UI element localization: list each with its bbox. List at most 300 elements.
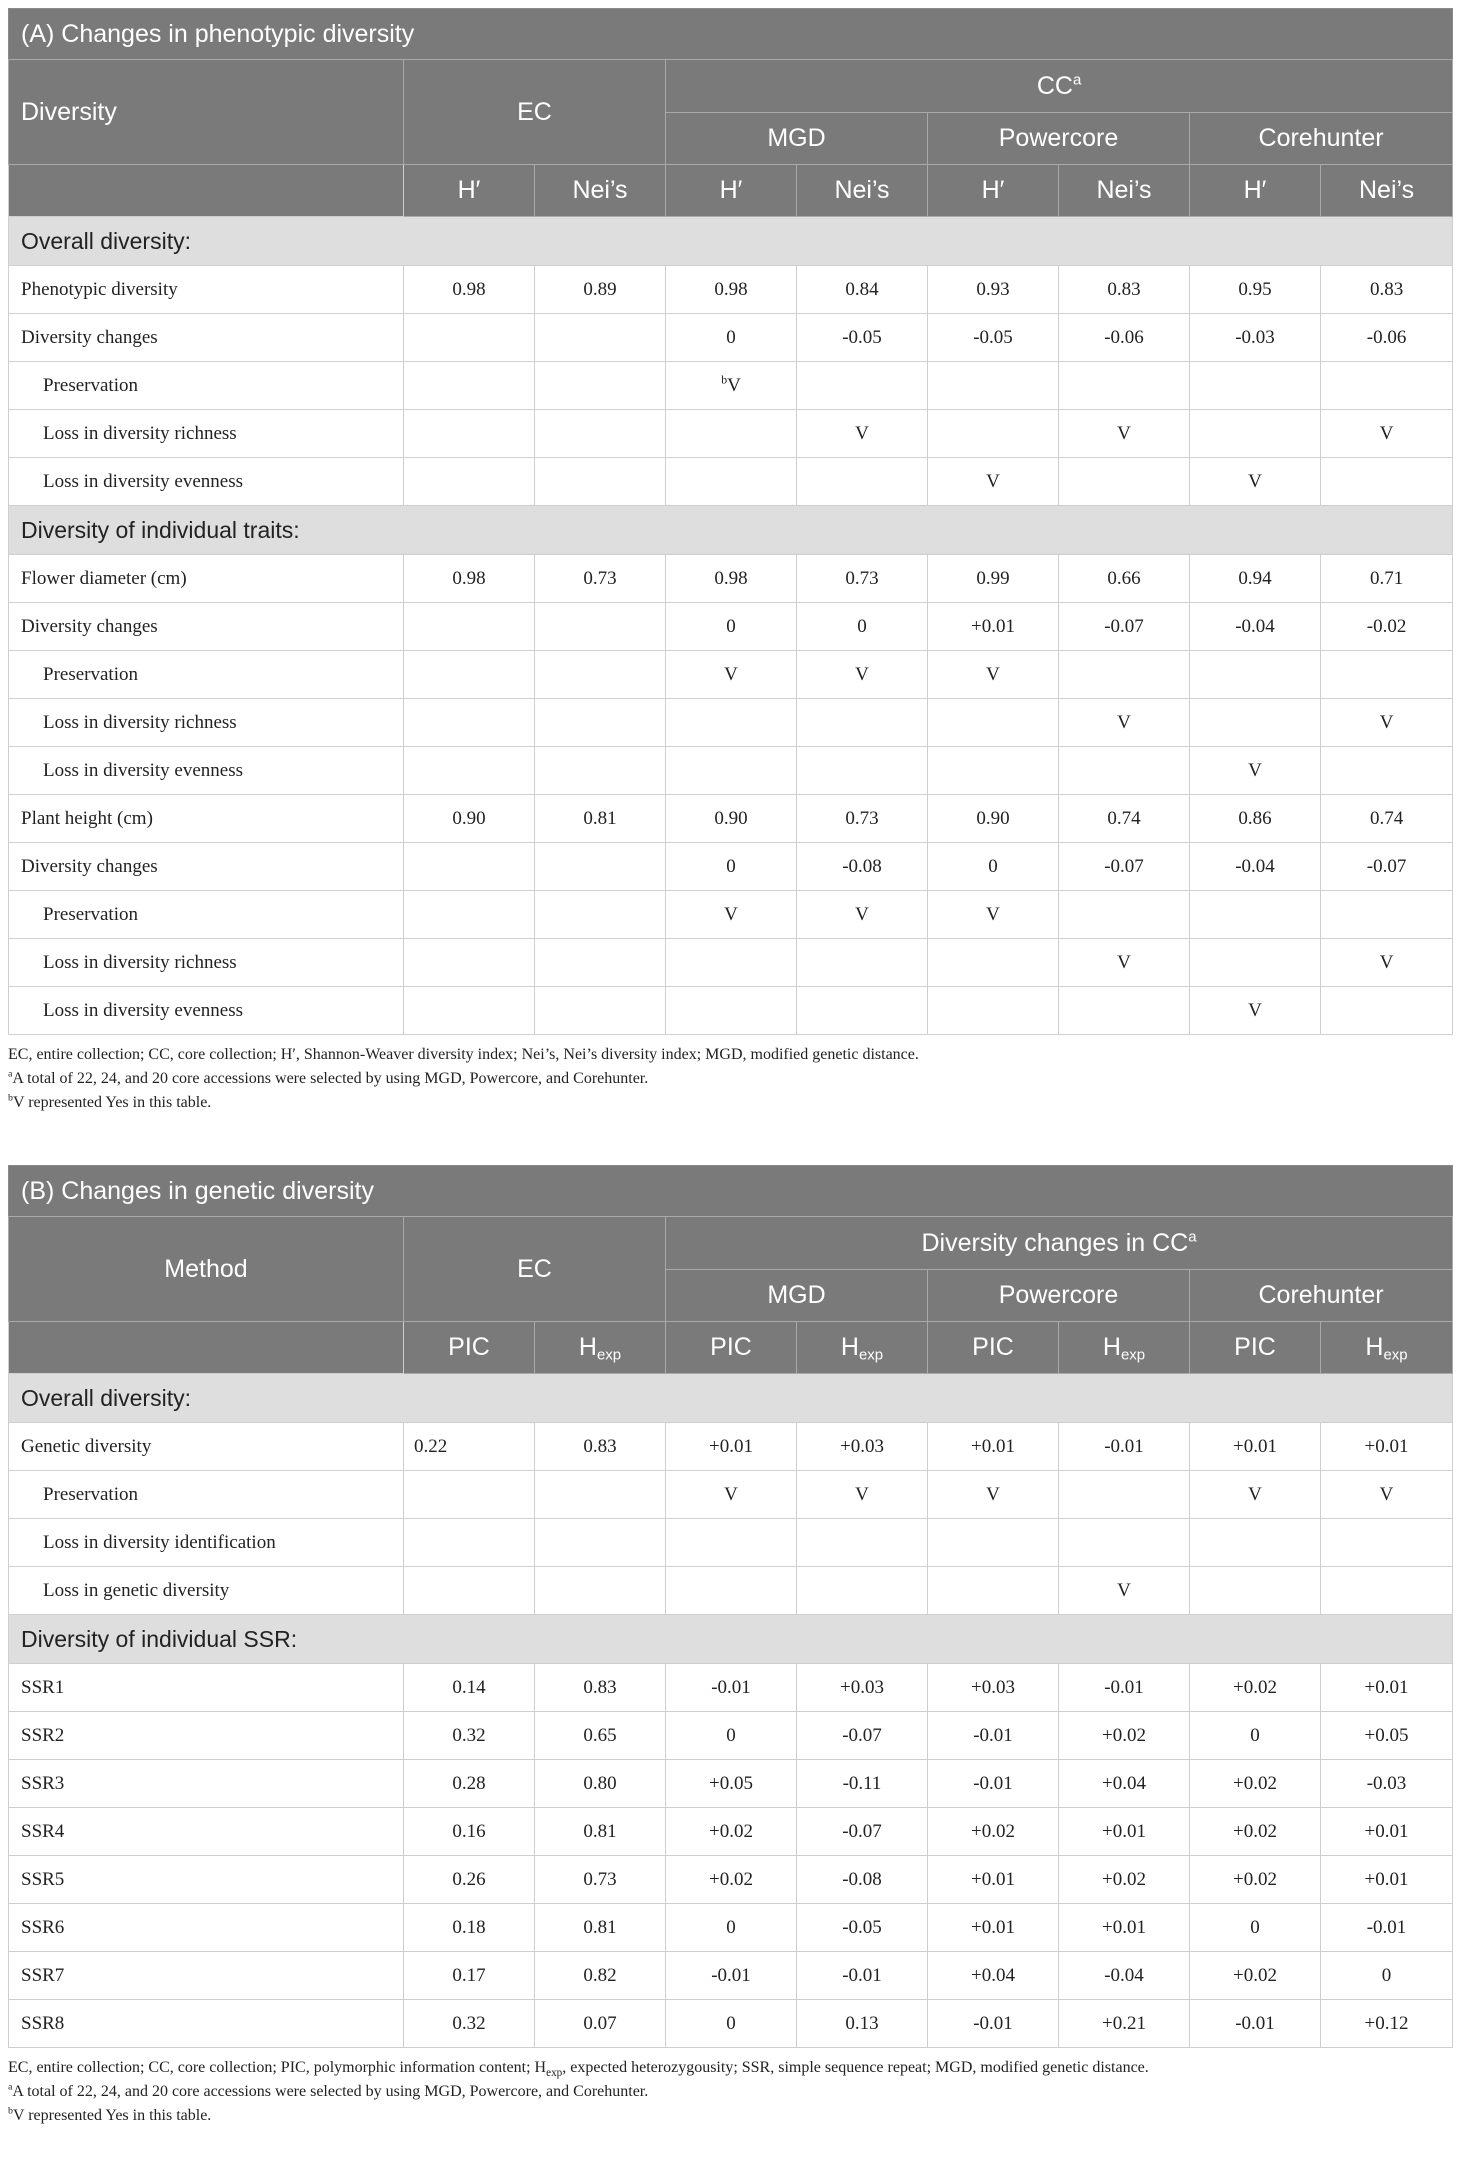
table-title: (A) Changes in phenotypic diversity: [9, 9, 1453, 60]
table-cell: V: [1059, 410, 1190, 458]
table-cell: V: [797, 651, 928, 699]
table-row: [9, 1471, 1453, 1519]
table-genetic-diversity: [8, 1165, 1453, 2048]
table-cell: 0: [666, 603, 797, 651]
sub-header: H′: [1190, 165, 1321, 217]
footnotes-b: [8, 2048, 1452, 2128]
table-cell: [1059, 1519, 1190, 1567]
table-body: [9, 1374, 1453, 2048]
table-cell: -0.07: [797, 1808, 928, 1856]
row-label: Loss in diversity richness: [9, 699, 404, 747]
table-cell: V: [1190, 458, 1321, 506]
table-cell: -0.01: [666, 1664, 797, 1712]
table-cell: 0: [1190, 1904, 1321, 1952]
section-title: Diversity of individual SSR:: [9, 1615, 1453, 1664]
table-cell: +0.01: [1059, 1904, 1190, 1952]
table-cell: -0.08: [797, 1856, 928, 1904]
table-cell: [1190, 1519, 1321, 1567]
table-cell: [666, 458, 797, 506]
table-cell: -0.07: [1059, 843, 1190, 891]
section-header-row: [9, 1374, 1453, 1423]
table-cell: 0.18: [404, 1904, 535, 1952]
table-cell: [404, 603, 535, 651]
table-cell: [1059, 651, 1190, 699]
table-cell: +0.03: [797, 1423, 928, 1471]
table-cell: 0.90: [404, 795, 535, 843]
table-cell: [666, 939, 797, 987]
footnote: $^b$V represented Yes in this table.: [8, 2105, 212, 2124]
row-header: Diversity: [9, 60, 404, 165]
table-cell: $^b$V: [666, 362, 797, 410]
table-cell: 0.90: [666, 795, 797, 843]
method-header-corehunter: Corehunter: [1190, 1270, 1453, 1322]
table-cell: 0.99: [928, 555, 1059, 603]
row-label: SSR4: [9, 1808, 404, 1856]
table-cell: [797, 699, 928, 747]
table-cell: 0.73: [535, 555, 666, 603]
table-cell: [1059, 747, 1190, 795]
table-cell: 0.86: [1190, 795, 1321, 843]
table-phenotypic-diversity: [8, 8, 1453, 1035]
table-row: [9, 410, 1453, 458]
table-row: [9, 1856, 1453, 1904]
sub-header: H′: [666, 165, 797, 217]
table-cell: [535, 891, 666, 939]
table-cell: +0.01: [1059, 1808, 1190, 1856]
sub-header-pic: PIC: [666, 1322, 797, 1374]
table-cell: [1059, 362, 1190, 410]
table-cell: 0: [666, 1904, 797, 1952]
table-cell: 0.32: [404, 2000, 535, 2048]
table-cell: [535, 314, 666, 362]
table-cell: -0.07: [1059, 603, 1190, 651]
table-cell: +0.04: [928, 1952, 1059, 2000]
blank-header-cell: [9, 165, 404, 217]
method-header-mgd: MGD: [666, 1270, 928, 1322]
table-cell: 0.17: [404, 1952, 535, 2000]
table-row: [9, 1567, 1453, 1615]
table-cell: [797, 987, 928, 1035]
table-cell: 0.98: [404, 266, 535, 314]
table-cell: [404, 362, 535, 410]
table-cell: [535, 987, 666, 1035]
ec-header: EC: [404, 60, 666, 165]
table-cell: [928, 1567, 1059, 1615]
row-label: Loss in genetic diversity: [9, 1567, 404, 1615]
table-cell: 0: [1321, 1952, 1453, 2000]
table-cell: [1190, 410, 1321, 458]
table-cell: 0.81: [535, 795, 666, 843]
row-label: Loss in diversity evenness: [9, 987, 404, 1035]
table-cell: V: [797, 1471, 928, 1519]
table-row: [9, 1664, 1453, 1712]
table-cell: 0.13: [797, 2000, 928, 2048]
table-cell: [1059, 1471, 1190, 1519]
table-cell: [404, 458, 535, 506]
sub-header: Nei’s: [1059, 165, 1190, 217]
table-cell: [1190, 939, 1321, 987]
table-cell: [404, 891, 535, 939]
table-cell: [1190, 651, 1321, 699]
table-cell: V: [928, 891, 1059, 939]
row-label: Loss in diversity evenness: [9, 458, 404, 506]
table-cell: [404, 651, 535, 699]
table-cell: +0.02: [1059, 1856, 1190, 1904]
table-cell: [928, 362, 1059, 410]
table-cell: V: [666, 1471, 797, 1519]
sub-header-hexp: $H_{exp}$: [535, 1322, 666, 1374]
table-cell: [1321, 987, 1453, 1035]
table-cell: -0.01: [928, 2000, 1059, 2048]
table-cell: 0.80: [535, 1760, 666, 1808]
table-cell: [404, 939, 535, 987]
sub-header: H′: [928, 165, 1059, 217]
table-cell: +0.03: [928, 1664, 1059, 1712]
table-cell: 0.07: [535, 2000, 666, 2048]
sub-header: Nei’s: [797, 165, 928, 217]
table-cell: -0.07: [1321, 843, 1453, 891]
table-cell: +0.01: [1321, 1808, 1453, 1856]
table-cell: [404, 1567, 535, 1615]
table-cell: V: [1059, 699, 1190, 747]
table-cell: [535, 699, 666, 747]
row-label: Preservation: [9, 362, 404, 410]
table-cell: [404, 747, 535, 795]
sub-header-pic: PIC: [1190, 1322, 1321, 1374]
table-cell: -0.07: [797, 1712, 928, 1760]
table-cell: +0.04: [1059, 1760, 1190, 1808]
table-cell: [535, 651, 666, 699]
table-cell: 0.83: [535, 1423, 666, 1471]
section-header-row: [9, 217, 1453, 266]
table-cell: [535, 410, 666, 458]
row-label: Loss in diversity richness: [9, 410, 404, 458]
table-cell: +0.01: [928, 603, 1059, 651]
sub-header-hexp: $H_{exp}$: [1321, 1322, 1453, 1374]
row-label: Loss in diversity identification: [9, 1519, 404, 1567]
table-cell: -0.04: [1059, 1952, 1190, 2000]
table-cell: [535, 362, 666, 410]
row-label: Preservation: [9, 1471, 404, 1519]
table-row: [9, 699, 1453, 747]
row-label: SSR3: [9, 1760, 404, 1808]
row-label: Diversity changes: [9, 843, 404, 891]
table-cell: [1059, 987, 1190, 1035]
table-cell: [1321, 458, 1453, 506]
table-row: [9, 939, 1453, 987]
table-cell: V: [1059, 1567, 1190, 1615]
table-title: (B) Changes in genetic diversity: [9, 1166, 1453, 1217]
footnotes-a: [8, 1035, 1452, 1115]
table-cell: 0: [666, 314, 797, 362]
table-cell: -0.01: [928, 1760, 1059, 1808]
table-cell: [535, 1567, 666, 1615]
table-cell: 0.93: [928, 266, 1059, 314]
row-label: SSR8: [9, 2000, 404, 2048]
section-title: Diversity of individual traits:: [9, 506, 1453, 555]
row-label: SSR7: [9, 1952, 404, 2000]
table-cell: V: [1321, 1471, 1453, 1519]
table-cell: 0.71: [1321, 555, 1453, 603]
table-cell: V: [1190, 1471, 1321, 1519]
table-cell: 0.83: [535, 1664, 666, 1712]
table-cell: -0.08: [797, 843, 928, 891]
table-cell: [535, 843, 666, 891]
row-label: Preservation: [9, 651, 404, 699]
table-cell: [1321, 651, 1453, 699]
table-cell: -0.02: [1321, 603, 1453, 651]
footnote: $^a$A total of 22, 24, and 20 core accessions were selected by using MGD, Powercore, and Corehunter.: [8, 2081, 649, 2100]
table-cell: +0.01: [1321, 1856, 1453, 1904]
table-cell: -0.11: [797, 1760, 928, 1808]
table-cell: -0.04: [1190, 603, 1321, 651]
table-cell: 0.81: [535, 1808, 666, 1856]
footnote: $^b$V represented Yes in this table.: [8, 1092, 212, 1111]
table-cell: +0.05: [1321, 1712, 1453, 1760]
table-row: [9, 651, 1453, 699]
table-row: [9, 2000, 1453, 2048]
table-row: [9, 891, 1453, 939]
table-cell: +0.01: [928, 1904, 1059, 1952]
table-row: [9, 266, 1453, 314]
table-row: [9, 1760, 1453, 1808]
sub-header-hexp: $H_{exp}$: [1059, 1322, 1190, 1374]
row-label: Genetic diversity: [9, 1423, 404, 1471]
table-cell: -0.01: [666, 1952, 797, 2000]
table-cell: V: [797, 891, 928, 939]
table-cell: 0.94: [1190, 555, 1321, 603]
table-row: [9, 1904, 1453, 1952]
table-cell: +0.01: [1321, 1423, 1453, 1471]
table-cell: 0.73: [535, 1856, 666, 1904]
table-cell: [797, 458, 928, 506]
table-cell: [535, 747, 666, 795]
table-cell: [1321, 1567, 1453, 1615]
method-header-corehunter: Corehunter: [1190, 113, 1453, 165]
table-cell: +0.02: [1059, 1712, 1190, 1760]
table-cell: [1190, 891, 1321, 939]
table-cell: V: [666, 891, 797, 939]
table-cell: [535, 939, 666, 987]
table-cell: 0.32: [404, 1712, 535, 1760]
ec-header: EC: [404, 1217, 666, 1322]
table-cell: 0.81: [535, 1904, 666, 1952]
table-row: [9, 362, 1453, 410]
table-row: [9, 1423, 1453, 1471]
table-row: [9, 603, 1453, 651]
method-header-powercore: Powercore: [928, 113, 1190, 165]
table-row: [9, 1519, 1453, 1567]
table-cell: +0.02: [928, 1808, 1059, 1856]
table-cell: [1321, 747, 1453, 795]
table-cell: [404, 987, 535, 1035]
table-cell: -0.05: [797, 1904, 928, 1952]
table-cell: V: [1321, 699, 1453, 747]
table-cell: +0.02: [1190, 1664, 1321, 1712]
table-cell: V: [1321, 410, 1453, 458]
sub-header-hexp: $H_{exp}$: [797, 1322, 928, 1374]
table-cell: [1321, 891, 1453, 939]
row-label: Phenotypic diversity: [9, 266, 404, 314]
table-cell: [797, 1519, 928, 1567]
method-header-mgd: MGD: [666, 113, 928, 165]
table-cell: [797, 362, 928, 410]
table-cell: V: [797, 410, 928, 458]
table-cell: 0.83: [1321, 266, 1453, 314]
table-cell: -0.06: [1321, 314, 1453, 362]
table-cell: 0.16: [404, 1808, 535, 1856]
table-cell: 0.98: [666, 555, 797, 603]
section-header-row: [9, 506, 1453, 555]
table-cell: 0.22: [404, 1423, 535, 1471]
table-row: [9, 1808, 1453, 1856]
table-cell: 0.83: [1059, 266, 1190, 314]
table-cell: [928, 747, 1059, 795]
table-cell: 0.65: [535, 1712, 666, 1760]
table-cell: [666, 1567, 797, 1615]
table-cell: +0.01: [666, 1423, 797, 1471]
table-cell: V: [1321, 939, 1453, 987]
table-cell: +0.02: [1190, 1760, 1321, 1808]
table-cell: V: [1190, 747, 1321, 795]
footnote: EC, entire collection; CC, core collection; PIC, polymorphic information content; $H_{exp}$, expected heterozygousity; SSR, simple sequence repeat; MGD, modified genetic distance.: [8, 2059, 1149, 2080]
row-header: Method: [9, 1217, 404, 1322]
table-cell: 0.28: [404, 1760, 535, 1808]
table-cell: -0.01: [797, 1952, 928, 2000]
table-cell: [404, 843, 535, 891]
row-label: Flower diameter (cm): [9, 555, 404, 603]
table-cell: -0.05: [797, 314, 928, 362]
table-cell: [535, 603, 666, 651]
table-cell: V: [928, 1471, 1059, 1519]
table-cell: [928, 1519, 1059, 1567]
table-cell: V: [1059, 939, 1190, 987]
table-cell: +0.01: [1190, 1423, 1321, 1471]
row-label: Diversity changes: [9, 314, 404, 362]
table-cell: -0.01: [1190, 2000, 1321, 2048]
table-cell: -0.03: [1190, 314, 1321, 362]
table-cell: [1321, 362, 1453, 410]
table-cell: [797, 939, 928, 987]
row-label: SSR1: [9, 1664, 404, 1712]
table-cell: 0: [797, 603, 928, 651]
table-cell: 0.90: [928, 795, 1059, 843]
table-cell: -0.01: [928, 1712, 1059, 1760]
table-cell: 0.95: [1190, 266, 1321, 314]
table-cell: +0.03: [797, 1664, 928, 1712]
table-cell: -0.03: [1321, 1760, 1453, 1808]
row-label: SSR6: [9, 1904, 404, 1952]
table-cell: [535, 1471, 666, 1519]
table-cell: [404, 1519, 535, 1567]
row-label: Preservation: [9, 891, 404, 939]
document-page: [8, 8, 1452, 2128]
table-cell: 0.26: [404, 1856, 535, 1904]
table-cell: [1190, 699, 1321, 747]
table-cell: +0.21: [1059, 2000, 1190, 2048]
table-cell: [404, 410, 535, 458]
table-cell: [404, 1471, 535, 1519]
table-cell: [404, 314, 535, 362]
table-cell: [1059, 891, 1190, 939]
table-cell: [928, 410, 1059, 458]
table-cell: [666, 747, 797, 795]
table-cell: +0.01: [928, 1856, 1059, 1904]
sub-header: H′: [404, 165, 535, 217]
table-cell: 0: [928, 843, 1059, 891]
table-row: [9, 555, 1453, 603]
table-row: [9, 987, 1453, 1035]
table-cell: +0.05: [666, 1760, 797, 1808]
sub-header-pic: PIC: [928, 1322, 1059, 1374]
table-cell: 0.73: [797, 795, 928, 843]
table-cell: V: [666, 651, 797, 699]
row-label: Diversity changes: [9, 603, 404, 651]
table-row: [9, 1952, 1453, 2000]
table-cell: +0.02: [1190, 1808, 1321, 1856]
footnote: EC, entire collection; CC, core collection; H′, Shannon-Weaver diversity index; Nei’s, Nei’s diversity index; MGD, modified genetic distance.: [8, 1046, 919, 1063]
section-title: Overall diversity:: [9, 1374, 1453, 1423]
table-cell: -0.01: [1059, 1423, 1190, 1471]
table-cell: -0.01: [1059, 1664, 1190, 1712]
table-cell: [797, 747, 928, 795]
table-cell: +0.02: [666, 1856, 797, 1904]
sub-header: Nei’s: [1321, 165, 1453, 217]
table-cell: [1059, 458, 1190, 506]
table-cell: 0.82: [535, 1952, 666, 2000]
table-cell: [1321, 1519, 1453, 1567]
table-cell: 0: [666, 843, 797, 891]
footnote: $^a$A total of 22, 24, and 20 core accessions were selected by using MGD, Powercore, and Corehunter.: [8, 1068, 649, 1087]
table-cell: +0.01: [928, 1423, 1059, 1471]
table-cell: [1190, 362, 1321, 410]
table-cell: 0: [666, 2000, 797, 2048]
table-cell: 0: [1190, 1712, 1321, 1760]
table-cell: +0.02: [666, 1808, 797, 1856]
table-cell: [928, 939, 1059, 987]
sub-header-pic: PIC: [404, 1322, 535, 1374]
table-cell: [797, 1567, 928, 1615]
blank-header-cell: [9, 1322, 404, 1374]
table-cell: +0.12: [1321, 2000, 1453, 2048]
sub-header: Nei’s: [535, 165, 666, 217]
table-row: [9, 314, 1453, 362]
table-cell: 0.14: [404, 1664, 535, 1712]
table-cell: -0.06: [1059, 314, 1190, 362]
table-cell: [666, 987, 797, 1035]
table-cell: +0.01: [1321, 1664, 1453, 1712]
table-cell: 0.74: [1321, 795, 1453, 843]
table-cell: [928, 987, 1059, 1035]
table-cell: [535, 458, 666, 506]
row-label: Loss in diversity richness: [9, 939, 404, 987]
method-header-powercore: Powercore: [928, 1270, 1190, 1322]
table-cell: V: [928, 651, 1059, 699]
row-label: Loss in diversity evenness: [9, 747, 404, 795]
table-cell: 0.74: [1059, 795, 1190, 843]
table-cell: 0.98: [666, 266, 797, 314]
table-cell: [1190, 1567, 1321, 1615]
table-cell: [666, 699, 797, 747]
table-cell: +0.02: [1190, 1856, 1321, 1904]
table-row: [9, 843, 1453, 891]
table-cell: [666, 1519, 797, 1567]
table-cell: [666, 410, 797, 458]
table-row: [9, 747, 1453, 795]
table-cell: V: [1190, 987, 1321, 1035]
table-cell: V: [928, 458, 1059, 506]
table-cell: -0.04: [1190, 843, 1321, 891]
